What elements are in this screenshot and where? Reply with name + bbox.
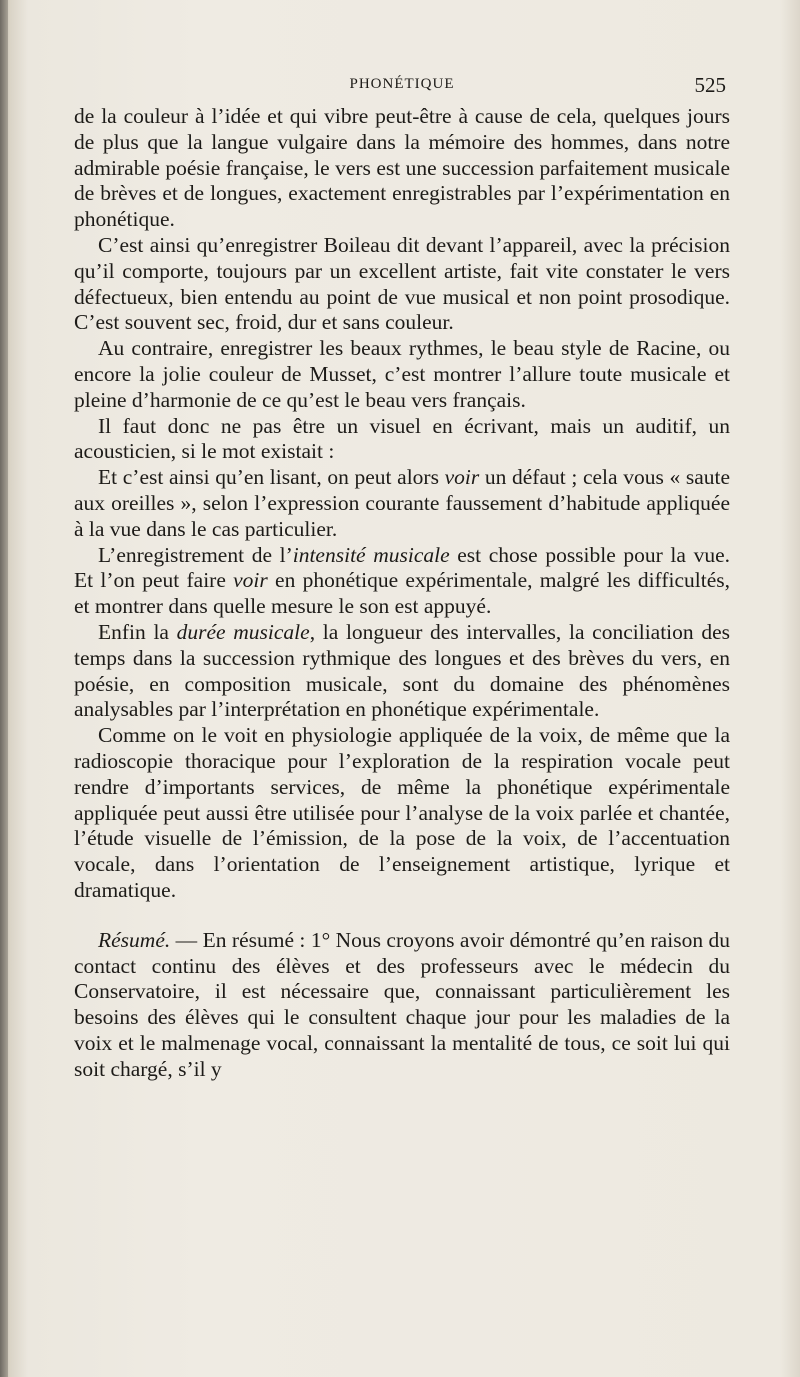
paragraph-text: Il faut donc ne pas être un visuel en écrivant, mais un auditif, un acousticien, si le mot existait : bbox=[74, 413, 730, 464]
page-body bbox=[74, 104, 730, 1082]
page-number: 525 bbox=[694, 73, 726, 97]
paragraph-text: en phonétique expérimentale, malgré les difficultés, et montrer dans quelle mesure le son est appuyé. bbox=[74, 568, 730, 619]
paragraph-text: est chose possible pour la vue. Et l’on peut faire bbox=[74, 542, 730, 593]
paragraph-text: — En résumé : 1° Nous croyons avoir démontré qu’en raison du contact continu des élèves et des professeurs avec le médecin du Conservatoire, il est nécessaire que, connaissant particulièrement les besoins des élèves qui le consultent chaque jour pour les maladies de la voix et le malmenage vocal, connaissant la mentalité de tous, ce soit lui qui soit chargé, s’il y bbox=[74, 927, 730, 1081]
book-spine-shadow bbox=[0, 0, 8, 1377]
paragraph-2 bbox=[74, 233, 730, 336]
paragraph-4 bbox=[74, 414, 730, 466]
paragraph-6 bbox=[74, 543, 730, 620]
paragraph-text: C’est ainsi qu’enregistrer Boileau dit devant l’appareil, avec la précision qu’il comporte, toujours par un excellent artiste, fait vite constater le vers défectueux, bien entendu au point de vue musical et non point prosodique. C’est souvent sec, froid, dur et sans couleur. bbox=[74, 232, 730, 335]
paragraph-text: , la longueur des intervalles, la conciliation des temps dans la succession rythmique des longues et des brèves du vers, en poésie, en composition musicale, sont du domaine des phénomènes analysables par l’interprétation en phonétique expérimentale. bbox=[74, 619, 730, 722]
paragraph-text: Et c’est ainsi qu’en lisant, on peut alors bbox=[98, 465, 445, 490]
paragraph-5 bbox=[74, 465, 730, 542]
section-heading: Résumé. bbox=[98, 927, 171, 952]
running-title: PHONÉTIQUE bbox=[349, 76, 455, 92]
page-header bbox=[74, 60, 730, 104]
paragraph-text: Au contraire, enregistrer les beaux rythmes, le beau style de Racine, ou encore la jolie couleur de Musset, c’est montrer l’allure toute musicale et pleine d’harmonie de ce qu’est le beau vers français. bbox=[74, 336, 730, 412]
paragraph-text: de la couleur à l’idée et qui vibre peut-être à cause de cela, quelques jours de plus que la langue vulgaire dans la mémoire des hommes, dans notre admirable poésie française, le vers est une succession parfaitement musicale de brèves et de longues, exactement enregistrables par l’expérimentation en phonétique. bbox=[74, 104, 730, 232]
italic-term: voir bbox=[444, 465, 480, 490]
italic-term: voir bbox=[233, 568, 268, 593]
italic-term: durée musicale bbox=[176, 619, 310, 644]
paragraph-text: un défaut ; cela vous « saute aux oreilles », selon l’expression courante faussement d’habitude appliquée à la vue dans le cas particulier. bbox=[74, 465, 731, 541]
paragraph-8 bbox=[74, 723, 730, 904]
paragraph-text: Enfin la bbox=[98, 619, 177, 644]
paragraph-text: Comme on le voit en physiologie appliquée de la voix, de même que la radioscopie thoracique pour l’exploration de la respiration vocale peut rendre d’importants services, de même la phonétique expérimentale appliquée peut aussi être utilisée pour l’analyse de la voix parlée et chantée, l’étude visuelle de l’émission, de la pose de la voix, de l’accentuation vocale, dans l’orientation de l’enseignement artistique, lyrique et dramatique. bbox=[74, 723, 730, 902]
paragraph-7 bbox=[74, 620, 730, 723]
paragraph-9 bbox=[74, 928, 730, 1083]
book-page bbox=[74, 60, 730, 1082]
paragraph-1 bbox=[74, 104, 730, 233]
paragraph-3 bbox=[74, 336, 730, 413]
italic-term: intensité musicale bbox=[292, 542, 450, 567]
paragraph-text: L’enregistrement de l’ bbox=[98, 542, 293, 567]
